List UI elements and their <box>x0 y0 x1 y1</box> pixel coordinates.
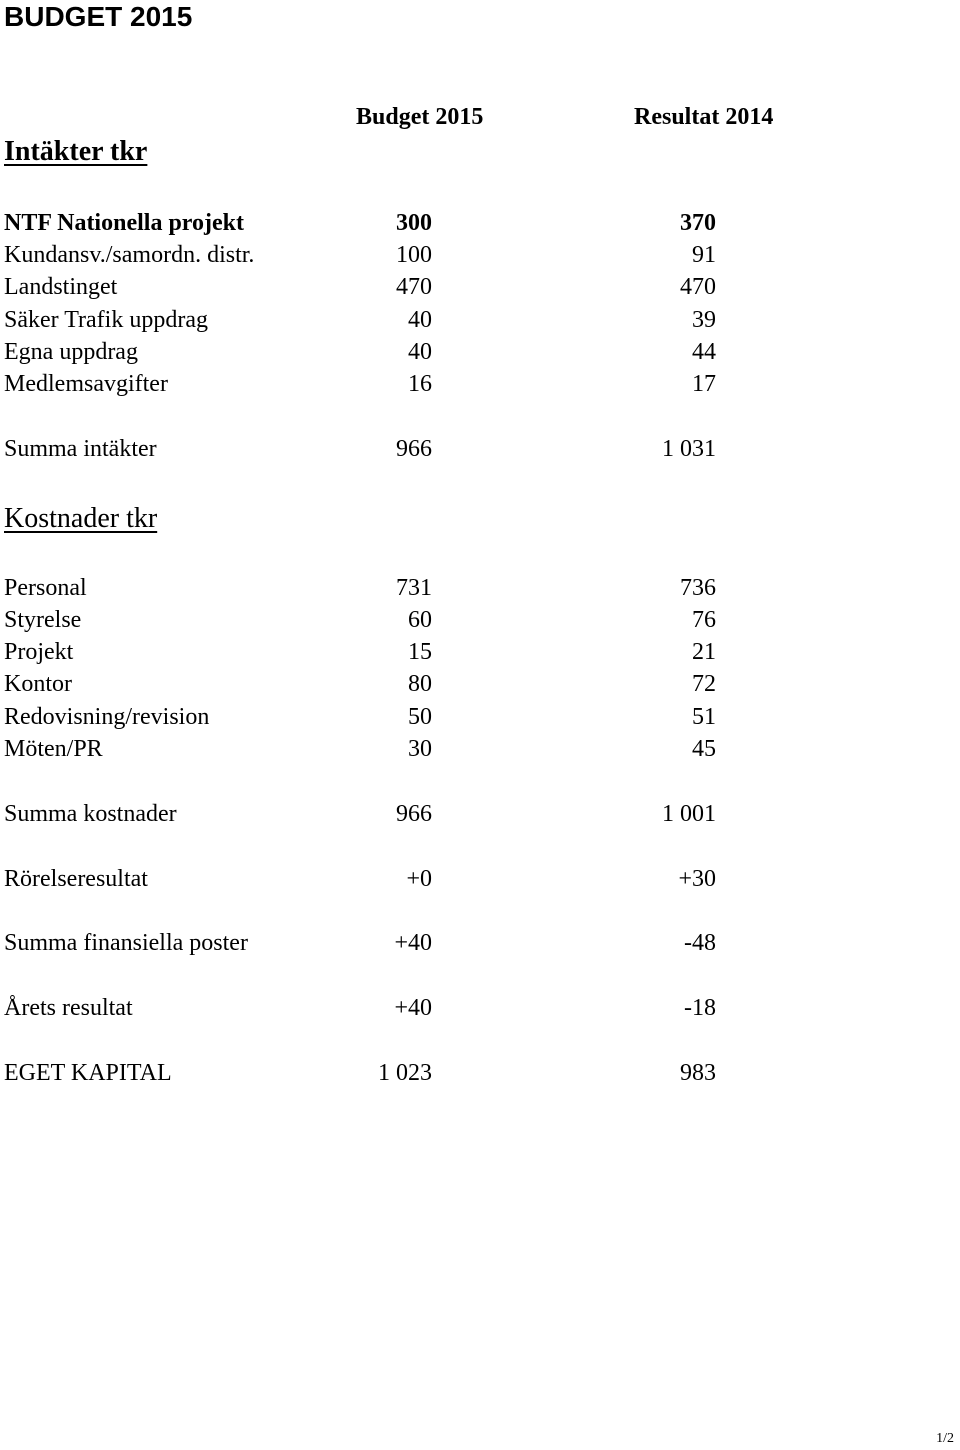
income-row <box>4 368 924 400</box>
result-value: 91 <box>692 242 716 268</box>
cost-row <box>4 604 924 636</box>
costs-heading: Kostnader tkr <box>4 503 158 534</box>
income-row <box>4 207 924 239</box>
financial-items-row <box>4 927 924 959</box>
row-label: Säker Trafik uppdrag <box>4 307 208 333</box>
row-label: Möten/PR <box>4 736 103 762</box>
budget-value: 50 <box>408 704 432 730</box>
result-value: +30 <box>678 866 716 892</box>
budget-value: +40 <box>394 930 432 956</box>
budget-value: 966 <box>396 801 432 827</box>
budget-value: 300 <box>396 210 432 236</box>
row-label: Kundansv./samordn. distr. <box>4 242 255 268</box>
result-value: 76 <box>692 607 716 633</box>
result-value: 370 <box>680 210 716 236</box>
result-value: 51 <box>692 704 716 730</box>
result-value: 45 <box>692 736 716 762</box>
row-label: Rörelseresultat <box>4 866 148 892</box>
document-title: BUDGET 2015 <box>4 1 193 32</box>
row-label: NTF Nationella projekt <box>4 210 244 236</box>
result-value: 72 <box>692 671 716 697</box>
income-row <box>4 239 924 271</box>
income-row <box>4 271 924 303</box>
income-total-row <box>4 433 924 465</box>
budget-value: 60 <box>408 607 432 633</box>
result-value: 44 <box>692 339 716 365</box>
costs-total-row <box>4 798 924 830</box>
row-label: Medlemsavgifter <box>4 371 168 397</box>
row-label: Summa intäkter <box>4 436 157 462</box>
year-result-row <box>4 992 924 1024</box>
result-value: 983 <box>680 1060 716 1086</box>
row-label: Projekt <box>4 639 74 665</box>
result-value: 736 <box>680 575 716 601</box>
budget-value: 40 <box>408 307 432 333</box>
cost-row <box>4 733 924 765</box>
row-label: Personal <box>4 575 87 601</box>
budget-value: 731 <box>396 575 432 601</box>
row-label: Summa finansiella poster <box>4 930 248 956</box>
budget-value: 470 <box>396 274 432 300</box>
result-value: 470 <box>680 274 716 300</box>
result-value: 39 <box>692 307 716 333</box>
row-label: EGET KAPITAL <box>4 1060 172 1086</box>
operating-result-row <box>4 863 924 895</box>
budget-value: 15 <box>408 639 432 665</box>
column-header-budget-2015: Budget 2015 <box>356 104 484 130</box>
row-label: Landstinget <box>4 274 118 300</box>
row-label: Redovisning/revision <box>4 704 210 730</box>
budget-value: 80 <box>408 671 432 697</box>
result-value: 21 <box>692 639 716 665</box>
income-heading: Intäkter tkr <box>4 136 148 167</box>
income-row <box>4 304 924 336</box>
column-header-result-2014: Resultat 2014 <box>634 104 774 130</box>
budget-value: 30 <box>408 736 432 762</box>
row-label: Summa kostnader <box>4 801 177 827</box>
row-label: Egna uppdrag <box>4 339 138 365</box>
budget-value: 16 <box>408 371 432 397</box>
cost-row <box>4 668 924 700</box>
result-value: 1 001 <box>662 801 716 827</box>
income-row <box>4 336 924 368</box>
result-value: -18 <box>684 995 716 1021</box>
result-value: 17 <box>692 371 716 397</box>
budget-value: 1 023 <box>378 1060 432 1086</box>
budget-value: +0 <box>406 866 432 892</box>
row-label: Kontor <box>4 671 72 697</box>
budget-value: 966 <box>396 436 432 462</box>
result-value: -48 <box>684 930 716 956</box>
cost-row <box>4 701 924 733</box>
result-value: 1 031 <box>662 436 716 462</box>
page-number: 1/2 <box>936 1431 954 1446</box>
row-label: Årets resultat <box>4 995 133 1021</box>
cost-row <box>4 572 924 604</box>
budget-value: 100 <box>396 242 432 268</box>
row-label: Styrelse <box>4 607 82 633</box>
budget-value: 40 <box>408 339 432 365</box>
budget-value: +40 <box>394 995 432 1021</box>
cost-row <box>4 636 924 668</box>
equity-row <box>4 1057 924 1089</box>
